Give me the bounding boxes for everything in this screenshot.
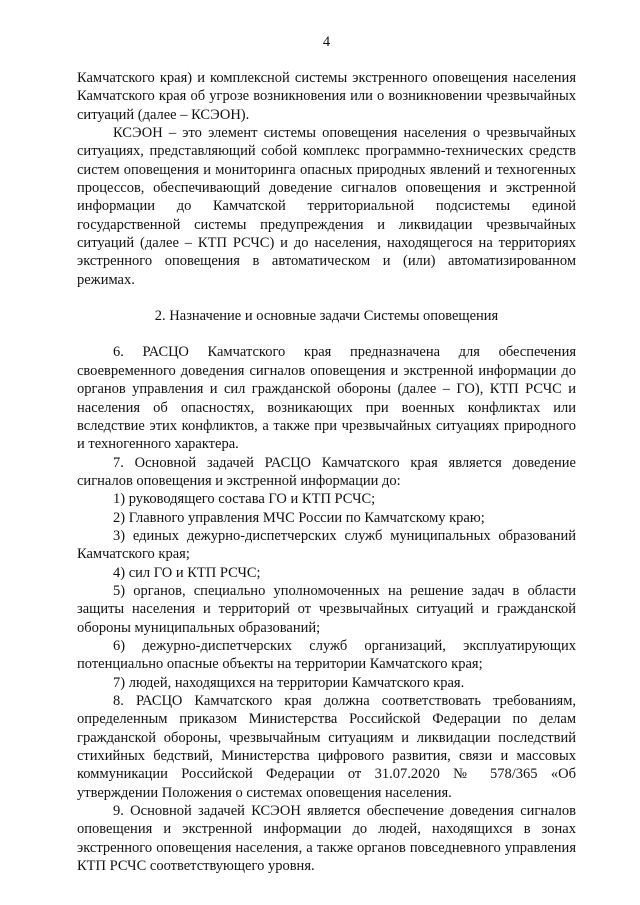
list-item-2: 2) Главного управления МЧС России по Камчатскому краю; <box>113 509 485 526</box>
list-item-1: 1) руководящего состава ГО и КТП РСЧС; <box>113 491 376 508</box>
document-body <box>77 69 576 875</box>
section-heading: 2. Назначение и основные задачи Системы оповещения <box>154 308 499 325</box>
paragraph-kseon-definition: КСЭОН – это элемент системы оповещения населения о чрезвычайных ситуациях, представляющий собой комплекс программно-технических средств систем оповещения и мониторинга опасных природных явлений и техногенных процессов, обеспечивающий доведение сигналов оповещения и экстренной информации до Камчатской территориальной подсистемы единой государственной системы предупреждения и ликвидации чрезвычайных ситуаций (далее – КТП РСЧС) и до населения, находящегося на территориях экстренного оповещения в автоматическом и (или) автоматизированном режимах. <box>77 125 576 288</box>
list-item-7: 7) людей, находящихся на территории Камчатского края. <box>113 674 465 691</box>
paragraph-item-8: 8. РАСЦО Камчатского края должна соответствовать требованиям, определенным приказом Министерства Российской Федерации по делам гражданской обороны, чрезвычайным ситуациям и ликвидации последствий стихийных бедствий, Министерства цифрового развития, связи и массовых коммуникации Российской Федерации от 31.07.2020 № 578/365 «Об утверждении Положения о системах оповещения населения. <box>77 693 576 801</box>
list-item-5: 5) органов, специально уполномоченных на решение задач в области защиты населения и территорий от чрезвычайных ситуаций и гражданской обороны муниципальных образований; <box>77 582 576 636</box>
paragraph-item-9: 9. Основной задачей КСЭОН является обеспечение доведения сигналов оповещения и экстренной информации до людей, находящихся в зонах экстренного оповещения населения, а также органов повседневного управления КТП РСЧС соответствующего уровня. <box>77 803 576 875</box>
paragraph-item-7: 7. Основной задачей РАСЦО Камчатского края является доведение сигналов оповещения и экстренной информации до: <box>77 454 576 489</box>
paragraph-continuation: Камчатского края) и комплексной системы экстренного оповещения населения Камчатского края об угрозе возникновения или о возникновении чрезвычайных ситуаций (далее – КСЭОН). <box>77 70 576 123</box>
page-number: 4 <box>322 34 331 50</box>
list-item-3: 3) единых дежурно-диспетчерских служб муниципальных образований Камчатского края; <box>77 527 576 563</box>
list-item-6: 6) дежурно-диспетчерских служб организаций, эксплуатирующих потенциально опасные объекты на территории Камчатского края; <box>77 637 576 673</box>
list-item-4: 4) сил ГО и КТП РСЧС; <box>113 564 261 581</box>
paragraph-item-6: 6. РАСЦО Камчатского края предназначена для обеспечения своевременного доведения сигналов оповещения и экстренной информации до органов управления и сил гражданской обороны (далее – ГО), КТП РСЧС и населения об опасностях, возникающих при военных конфликтах или вследствие этих конфликтов, а также при чрезвычайных ситуациях природного и техногенного характера. <box>77 344 576 453</box>
